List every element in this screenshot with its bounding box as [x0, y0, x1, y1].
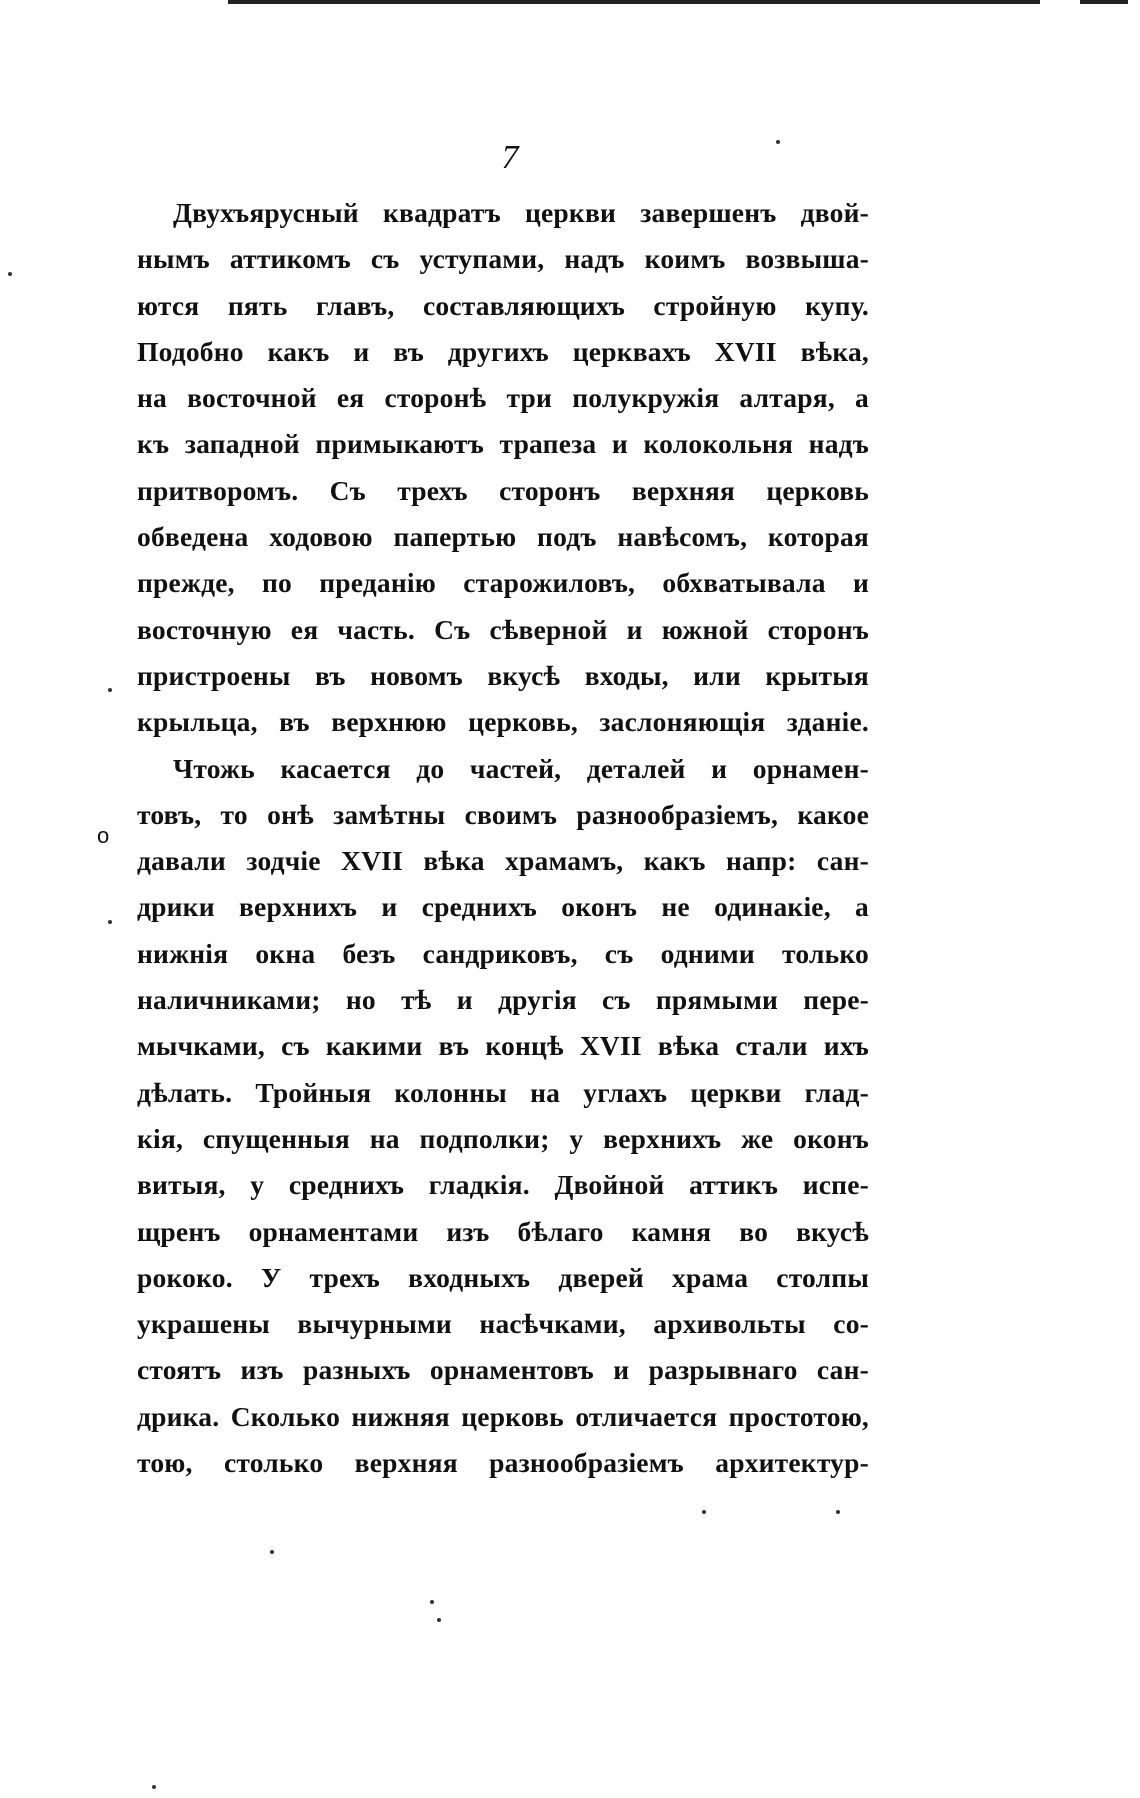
scan-speck — [108, 920, 112, 924]
scan-speck — [108, 688, 112, 692]
text-line: нымъ аттикомъ съ уступами, надъ коимъ возвыша- — [137, 243, 869, 275]
text-line: щренъ орнаментами изъ бѣлаго камня во вкусѣ — [137, 1215, 869, 1247]
page-number: 7 — [501, 139, 519, 176]
scan-speck — [152, 1785, 156, 1789]
text-line: стоятъ изъ разныхъ орнаментовъ и разрывнаго сан- — [137, 1354, 869, 1386]
text-line: витыя, у среднихъ гладкія. Двойной аттикъ испе- — [137, 1169, 869, 1201]
text-line: притворомъ. Съ трехъ сторонъ верхняя церковь — [137, 474, 869, 506]
scan-speck — [8, 272, 12, 276]
text-line: Чтожь касается до частей, деталей и орнамен- — [173, 752, 869, 784]
text-line: пристроены въ новомъ вкусѣ входы, или крытыя — [137, 659, 869, 691]
text-line: дрики верхнихъ и среднихъ оконъ не одинакіе, а — [137, 891, 869, 923]
scan-speck — [270, 1550, 274, 1554]
text-line: на восточной ея сторонѣ три полукружія алтаря, а — [137, 382, 869, 414]
scan-speck — [437, 1618, 441, 1622]
text-line: тою, столько верхняя разнообразіемъ архитектур- — [137, 1447, 869, 1479]
text-line: украшены вычурными насѣчками, архивольты со- — [137, 1308, 869, 1340]
text-line: мычками, съ какими въ концѣ XVII вѣка стали ихъ — [137, 1030, 869, 1062]
text-line: восточную ея часть. Съ сѣверной и южной сторонъ — [137, 613, 869, 645]
text-line: ются пять главъ, составляющихъ стройную купу. — [137, 289, 869, 321]
scan-speck — [702, 1510, 706, 1514]
top-border-rule — [228, 0, 1128, 4]
text-line: товъ, то онѣ замѣтны своимъ разнообразіемъ, какое — [137, 798, 869, 830]
text-line: Подобно какъ и въ другихъ церквахъ XVII вѣка, — [137, 335, 869, 367]
text-line: прежде, по преданію старожиловъ, обхватывала и — [137, 567, 869, 599]
text-line: къ западной примыкаютъ трапеза и колокольня надъ — [137, 428, 869, 460]
text-line: дѣлать. Тройныя колонны на углахъ церкви глад- — [137, 1076, 869, 1108]
top-border-gap — [1040, 0, 1080, 5]
scan-speck — [836, 1510, 840, 1514]
text-line: обведена ходовою папертью подъ навѣсомъ, которая — [137, 521, 869, 553]
text-line: наличниками; но тѣ и другія съ прямыми пере- — [137, 984, 869, 1016]
text-line: дрика. Сколько нижняя церковь отличается простотою, — [137, 1400, 869, 1432]
text-line: кія, спущенныя на подполки; у верхнихъ же оконъ — [137, 1122, 869, 1154]
text-line: давали зодчіе XVII вѣка храмамъ, какъ напр: сан- — [137, 845, 869, 877]
text-line: нижнія окна безъ сандриковъ, съ одними только — [137, 937, 869, 969]
paragraph-2 — [137, 746, 869, 1487]
margin-mark: o — [97, 823, 110, 848]
paragraph-1 — [137, 190, 869, 746]
text-line: крыльца, въ верхнюю церковь, заслоняющія зданіе. — [137, 706, 869, 738]
scan-speck — [776, 140, 780, 144]
text-line: рококо. У трехъ входныхъ дверей храма столпы — [137, 1261, 869, 1293]
scan-speck — [430, 1600, 434, 1604]
text-line: Двухъярусный квадратъ церкви завершенъ двой- — [173, 197, 869, 228]
body-text — [137, 190, 869, 1486]
